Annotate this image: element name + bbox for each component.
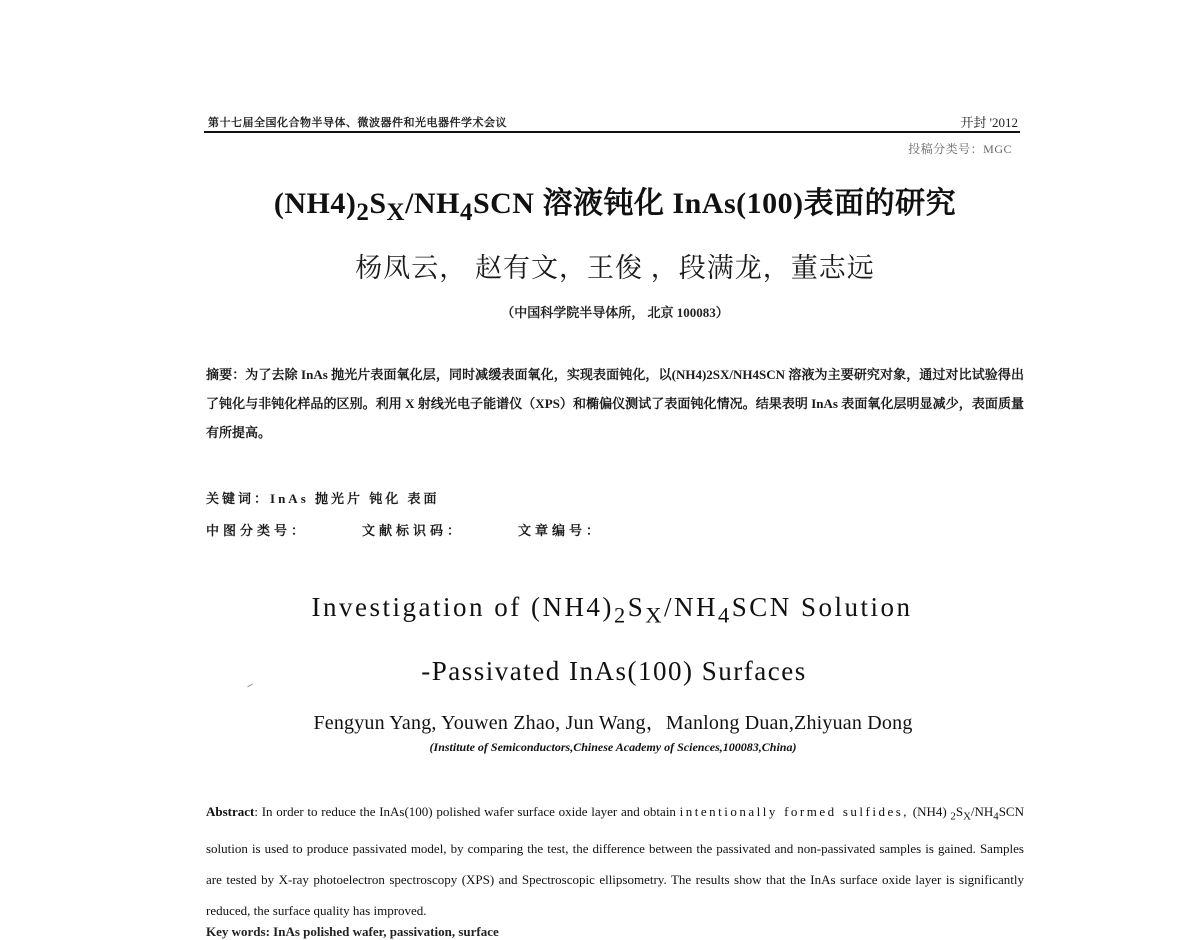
header-rule xyxy=(204,131,1020,133)
abstract-en-label: Abstract xyxy=(206,804,255,819)
abstract-cn-label: 摘要： xyxy=(206,367,246,382)
english-abstract: Abstract: In order to reduce the InAs(100) polished wafer surface oxide layer and obtain intentionally formed sulfides, (NH4) $_2S_X/NH_4SCN$ solution is used to produce passivated model, by comparing the test, the difference between the passivated and non-passivated samples is gained. Samples are tested by X-ray photoelectron spectroscopy (XPS) and Spectroscopic ellipsometry. The results show that the InAs surface oxide layer is significantly reduced, the surface quality has improved. xyxy=(206,804,1024,918)
chinese-keywords: 关键词：InAs 抛光片 钝化 表面 xyxy=(206,491,440,506)
abstract-cn-text: 为了去除 InAs 抛光片表面氧化层，同时减缓表面氧化，实现表面钝化，以(NH4)2SX/NH4SCN 溶液为主要研究对象，通过对比试验得出了钝化与非钝化样品的区别。利用 X 射线光电子能谱仪（XPS）和椭偏仪测试了表面钝化情况。结果表明 InAs 表面氧化层明显减少，表面质量有所提高。 xyxy=(206,367,1024,440)
article-no-label: 文章编号： xyxy=(518,523,604,538)
location-year: 开封 '2012 xyxy=(960,115,1018,130)
chinese-abstract xyxy=(206,360,1024,447)
chinese-authors: 杨凤云， 赵有文，王俊 ，段满龙，董志远 xyxy=(355,253,875,283)
doc-code-label: 文献标识码： xyxy=(362,523,465,538)
english-authors: Fengyun Yang, Youwen Zhao, Jun Wang，Manlong Duan,Zhiyuan Dong xyxy=(313,712,913,734)
clc-label: 中图分类号： xyxy=(206,523,309,538)
subject-code: 投稿分类号：MGC xyxy=(908,142,1012,156)
chinese-affiliation: （中国科学院半导体所， 北京 100083） xyxy=(501,305,729,320)
english-title-line1: Investigation of $(NH4)_2S_X/NH_4SCN$ Solution xyxy=(311,592,913,628)
english-title-line2: -Passivated InAs(100) Surfaces xyxy=(421,656,807,686)
english-affiliation: (Institute of Semiconductors,Chinese Academy of Sciences,100083,China) xyxy=(429,740,797,754)
chinese-title: $(NH4)_2S_X/NH_4SCN$ 溶液钝化 InAs(100)表面的研究 xyxy=(273,187,957,226)
conference-header: 第十七届全国化合物半导体、微波器件和光电器件学术会议 xyxy=(208,117,507,129)
english-keywords: Key words: InAs polished wafer, passivation, surface xyxy=(206,924,499,939)
chinese-classification xyxy=(206,520,603,539)
